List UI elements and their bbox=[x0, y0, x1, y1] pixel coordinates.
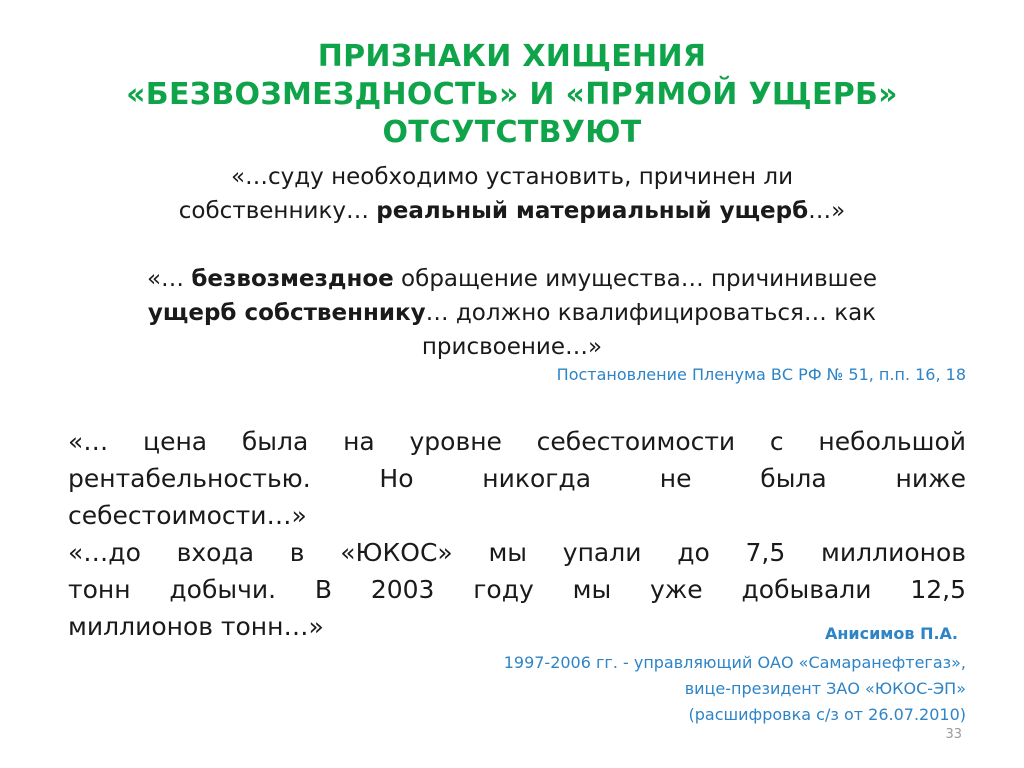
testimony-line: миллионов тонн…» bbox=[68, 612, 324, 641]
testimony-line: «…до входа в «ЮКОС» мы упали до 7,5 миллионов bbox=[68, 538, 966, 567]
quote-plenum-gratuitous bbox=[60, 262, 964, 364]
quote-line bbox=[60, 296, 964, 330]
quote-line bbox=[60, 262, 964, 296]
testimony-line: себестоимости…» bbox=[68, 501, 307, 530]
quote-emphasis: реальный материальный ущерб bbox=[376, 198, 809, 224]
quote-text: …» bbox=[808, 198, 846, 224]
quote-testimony bbox=[68, 423, 966, 645]
testimony-line: тонн добычи. В 2003 году мы уже добывали 12,5 bbox=[68, 575, 966, 604]
title-line-2: «БЕЗВОЗМЕЗДНОСТЬ» И «ПРЯМОЙ УЩЕРБ» bbox=[126, 77, 898, 112]
quote-line: «…суду необходимо установить, причинен ли bbox=[230, 164, 794, 190]
author-role bbox=[504, 650, 966, 728]
quote-text: «… bbox=[146, 266, 192, 292]
testimony-line: «… цена была на уровне себестоимости с небольшой bbox=[68, 427, 966, 456]
quote-line bbox=[60, 194, 964, 228]
quote-plenum-damage bbox=[60, 160, 964, 228]
quote-text: … должно квалифицироваться… как bbox=[425, 300, 877, 326]
author-role-line: 1997-2006 гг. - управляющий ОАО «Самаранефтегаз», bbox=[503, 653, 966, 672]
author-role-line: (расшифровка с/з от 26.07.2010) bbox=[688, 705, 966, 724]
quote-line: присвоение…» bbox=[421, 334, 603, 360]
quote-emphasis: безвозмездное bbox=[191, 266, 394, 292]
source-citation: Постановление Пленума ВС РФ № 51, п.п. 16, 18 bbox=[556, 365, 966, 384]
author-name: Анисимов П.А. bbox=[824, 624, 958, 643]
title-line-3: ОТСУТСТВУЮТ bbox=[382, 115, 642, 150]
title-line-1: ПРИЗНАКИ ХИЩЕНИЯ bbox=[317, 39, 707, 74]
quote-emphasis: ущерб собственнику bbox=[147, 300, 426, 326]
slide-title bbox=[60, 38, 964, 152]
testimony-line: рентабельностью. Но никогда не была ниже bbox=[68, 464, 966, 493]
author-role-line: вице-президент ЗАО «ЮКОС-ЭП» bbox=[684, 679, 966, 698]
quote-text: собственнику… bbox=[178, 198, 377, 224]
page-number: 33 bbox=[945, 727, 962, 742]
quote-text: обращение имущества… причинившее bbox=[393, 266, 878, 292]
